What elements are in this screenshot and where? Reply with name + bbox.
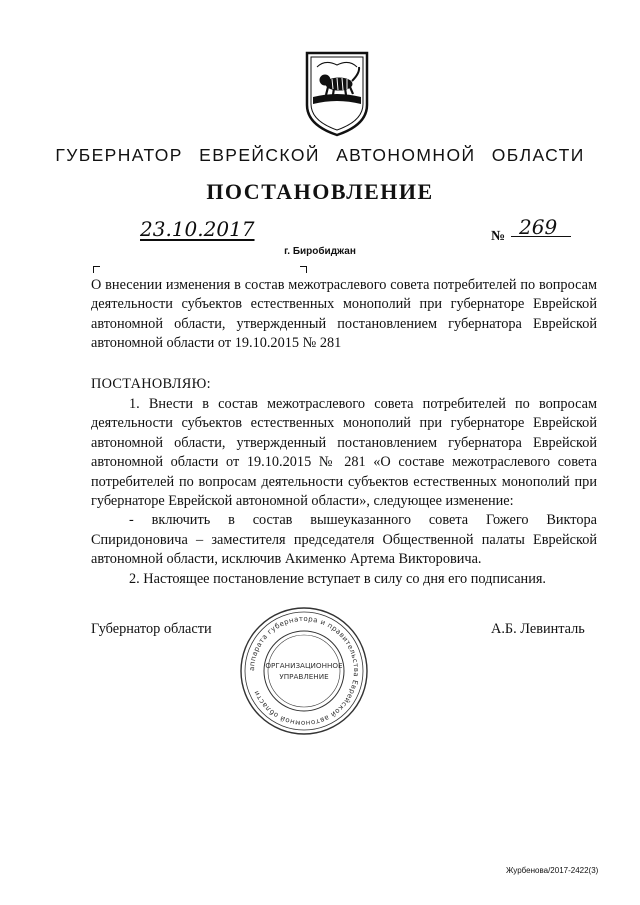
subject-corner-right bbox=[300, 266, 307, 273]
document-subject: О внесении изменения в состав межотраслевого совета потребителей по вопросам деятельности субъектов естественных монополий при губернаторе Еврейской автономной области, утвержденный постановлением губернатора Еврейской автономной области от 19.10.2015 № 281 bbox=[91, 277, 597, 352]
paragraph-amendment: - включить в состав вышеуказанного совета Гожего Виктора Спиридоновича – заместителя председателя Общественной палаты Еврейской автономной области, исключив Акименко Артема Викторовича. bbox=[91, 512, 597, 568]
signatory-position: Губернатор области bbox=[91, 621, 212, 637]
subject-corner-left bbox=[93, 266, 100, 273]
document-title: ПОСТАНОВЛЕНИЕ bbox=[206, 179, 434, 204]
document-number: 269 bbox=[519, 215, 558, 239]
coat-of-arms-emblem bbox=[297, 47, 377, 137]
document-date: 23.10.2017 bbox=[140, 217, 255, 241]
signatory-name: А.Б. Левинталь bbox=[491, 621, 585, 637]
decree-word: ПОСТАНОВЛЯЮ: bbox=[91, 376, 211, 392]
document-body bbox=[91, 395, 597, 589]
stamp-center-line-2: УПРАВЛЕНИЕ bbox=[279, 672, 329, 681]
svg-text:аппарата губернатора и правите bbox=[248, 615, 360, 727]
paragraph-1: 1. Внести в состав межотраслевого совета потребителей по вопросам деятельности субъектов естественных монополий при губернаторе Еврейской автономной области, утвержденный постановлением губернатора Еврейской автономной области от 19.10.2015 № 281 «О составе межотраслевого совета потребителей по вопросам деятельности субъектов естественных монополий при губернаторе Еврейской автономной области», следующее изменение: bbox=[91, 396, 597, 510]
stamp-ring-text: аппарата губернатора и правительства Еврейской автономной области bbox=[247, 614, 361, 728]
stamp-center-line-1: ОРГАНИЗАЦИОННОЕ bbox=[265, 661, 343, 670]
document-city: г. Биробиджан bbox=[284, 246, 356, 257]
executor-reference: Журбенова/2017-2422(3) bbox=[506, 866, 599, 875]
document-number-label: № bbox=[491, 229, 506, 244]
paragraph-2: 2. Настоящее постановление вступает в силу со дня его подписания. bbox=[129, 570, 546, 587]
issuing-authority: ГУБЕРНАТОР ЕВРЕЙСКОЙ АВТОНОМНОЙ ОБЛАСТИ bbox=[55, 145, 585, 165]
official-stamp bbox=[238, 605, 370, 737]
